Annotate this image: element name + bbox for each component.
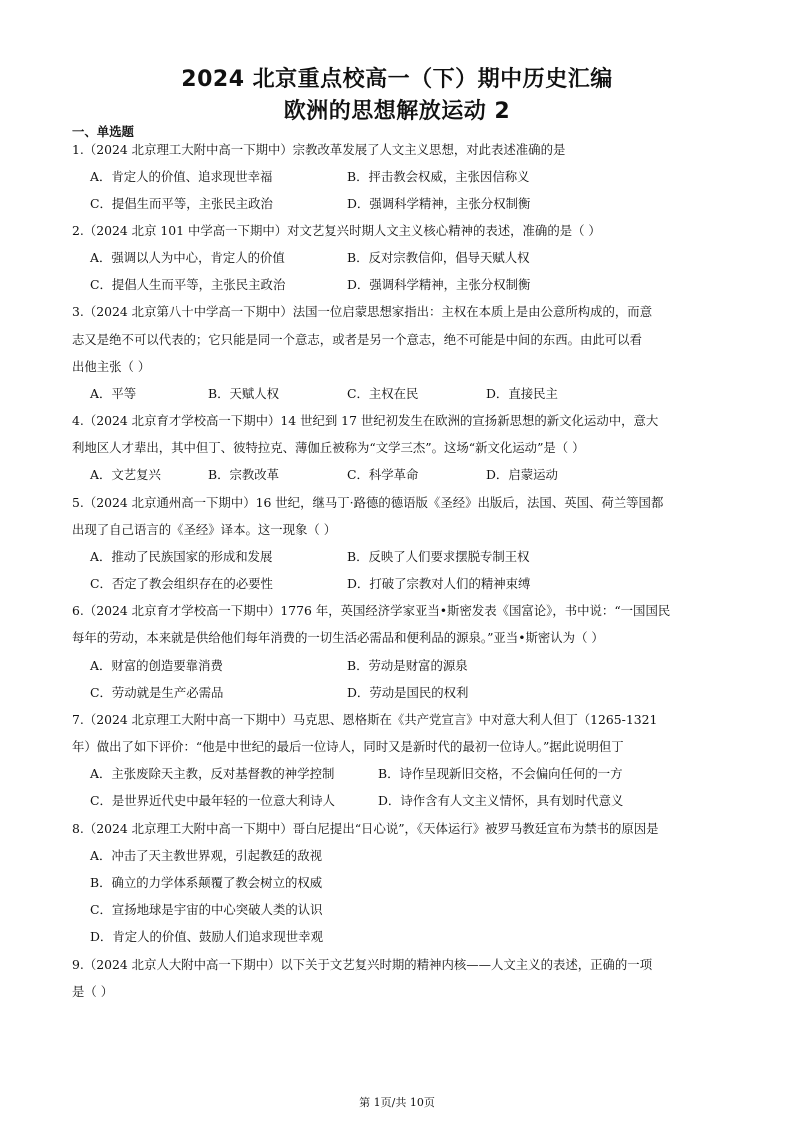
q6-option-c: C．劳动就是生产必需品 bbox=[90, 685, 224, 700]
q6-option-b: B．劳动是财富的源泉 bbox=[347, 658, 468, 673]
question-7-stem-line2: 年）做出了如下评价：“他是中世纪的最后一位诗人，同时又是新时代的最初一位诗人。”据此说明但丁 bbox=[72, 739, 624, 754]
q3-option-d: D．直接民主 bbox=[486, 386, 558, 401]
q4-option-c: C．科学革命 bbox=[347, 467, 419, 482]
q8-option-b: B．确立的力学体系颠覆了教会树立的权威 bbox=[90, 875, 323, 890]
q8-option-a: A．冲击了天主教世界观，引起教廷的敌视 bbox=[90, 848, 322, 863]
q1-option-b: B．抨击教会权威，主张因信称义 bbox=[347, 169, 530, 184]
q8-option-d: D．肯定人的价值、鼓励人们追求现世幸观 bbox=[90, 929, 323, 944]
section-label: 一、单选题 bbox=[72, 124, 134, 139]
q6-option-d: D．劳动是国民的权利 bbox=[347, 685, 469, 700]
q5-option-b: B．反映了人们要求摆脱专制王权 bbox=[347, 549, 530, 564]
question-3-stem-line1: 3.（2024 北京第八十中学高一下期中）法国一位启蒙思想家指出：主权在本质上是由公意所构成的，而意 bbox=[72, 304, 653, 319]
question-8-stem: 8.（2024 北京理工大附中高一下期中）哥白尼提出“日心说”，《天体运行》被罗马教廷宣布为禁书的原因是 bbox=[72, 821, 659, 836]
q5-option-a: A．推动了民族国家的形成和发展 bbox=[90, 549, 273, 564]
q4-option-a: A．文艺复兴 bbox=[90, 467, 161, 482]
q1-option-d: D．强调科学精神，主张分权制衡 bbox=[347, 196, 531, 211]
q4-option-d: D．启蒙运动 bbox=[486, 467, 558, 482]
q2-option-b: B．反对宗教信仰，倡导天赋人权 bbox=[347, 250, 530, 265]
question-9-stem-line1: 9.（2024 北京人大附中高一下期中）以下关于文艺复兴时期的精神内核——人文主义的表述，正确的一项 bbox=[72, 957, 653, 972]
question-9-stem-line2: 是（ ） bbox=[72, 984, 114, 999]
question-6-stem-line2: 每年的劳动，本来就是供给他们每年消费的一切生活必需品和便利品的源泉。”亚当•斯密认为（ ） bbox=[72, 630, 604, 645]
q3-option-a: A．平等 bbox=[90, 386, 137, 401]
page-title: 2024 北京重点校高一（下）期中历史汇编 bbox=[181, 67, 613, 92]
question-3-stem-line3: 出他主张（ ） bbox=[72, 359, 151, 374]
q3-option-b: B．天赋人权 bbox=[208, 386, 280, 401]
question-5-stem-line1: 5.（2024 北京通州高一下期中）16 世纪，继马丁·路德的德语版《圣经》出版后，法国、英国、荷兰等国都 bbox=[72, 495, 664, 510]
question-4-stem-line2: 利地区人才辈出，其中但丁、彼特拉克、薄伽丘被称为“文学三杰”。这场“新文化运动”是（ ） bbox=[72, 440, 585, 455]
question-6-stem-line1: 6.（2024 北京育才学校高一下期中）1776 年，英国经济学家亚当•斯密发表《国富论》，书中说：“一国国民 bbox=[72, 603, 671, 618]
q3-option-c: C．主权在民 bbox=[347, 386, 419, 401]
question-4-stem-line1: 4.（2024 北京育才学校高一下期中）14 世纪到 17 世纪初发生在欧洲的宣扬新思想的新文化运动中，意大 bbox=[72, 413, 659, 428]
q2-option-d: D．强调科学精神，主张分权制衡 bbox=[347, 277, 531, 292]
page-subtitle: 欧洲的思想解放运动 2 bbox=[283, 99, 511, 124]
q7-option-b: B．诗作呈现新旧交格，不会偏向任何的一方 bbox=[378, 766, 623, 781]
q5-option-c: C．否定了教会组织存在的必要性 bbox=[90, 576, 273, 591]
q2-option-a: A．强调以人为中心，肯定人的价值 bbox=[90, 250, 285, 265]
question-1-stem: 1.（2024 北京理工大附中高一下期中）宗教改革发展了人文主义思想，对此表述准确的是 bbox=[72, 142, 566, 157]
question-2-stem: 2.（2024 北京 101 中学高一下期中）对文艺复兴时期人文主义核心精神的表述，准确的是（ ） bbox=[72, 223, 601, 238]
q5-option-d: D．打破了宗教对人们的精神束缚 bbox=[347, 576, 531, 591]
question-7-stem-line1: 7.（2024 北京理工大附中高一下期中）马克思、恩格斯在《共产党宣言》中对意大利人但丁（1265-1321 bbox=[72, 712, 658, 727]
q7-option-d: D．诗作含有人文主义情怀，具有划时代意义 bbox=[378, 793, 624, 808]
q1-option-a: A．肯定人的价值、追求现世幸福 bbox=[90, 169, 273, 184]
q2-option-c: C．提倡人生而平等，主张民主政治 bbox=[90, 277, 286, 292]
q6-option-a: A．财富的创造要靠消费 bbox=[90, 658, 223, 673]
question-5-stem-line2: 出现了自己语言的《圣经》译本。这一现象（ ） bbox=[72, 522, 337, 537]
q7-option-c: C．是世界近代史中最年轻的一位意大利诗人 bbox=[90, 793, 335, 808]
q7-option-a: A．主张废除天主教，反对基督教的神学控制 bbox=[90, 766, 335, 781]
q1-option-c: C．提倡生而平等，主张民主政治 bbox=[90, 196, 273, 211]
q8-option-c: C．宣扬地球是宇宙的中心突破人类的认识 bbox=[90, 902, 323, 917]
q4-option-b: B．宗教改革 bbox=[208, 467, 280, 482]
page-footer: 第 1页/共 10页 bbox=[359, 1096, 435, 1109]
question-3-stem-line2: 志又是绝不可以代表的；它只能是同一个意志，或者是另一个意志，绝不可能是中间的东西。由此可以看 bbox=[72, 332, 642, 347]
